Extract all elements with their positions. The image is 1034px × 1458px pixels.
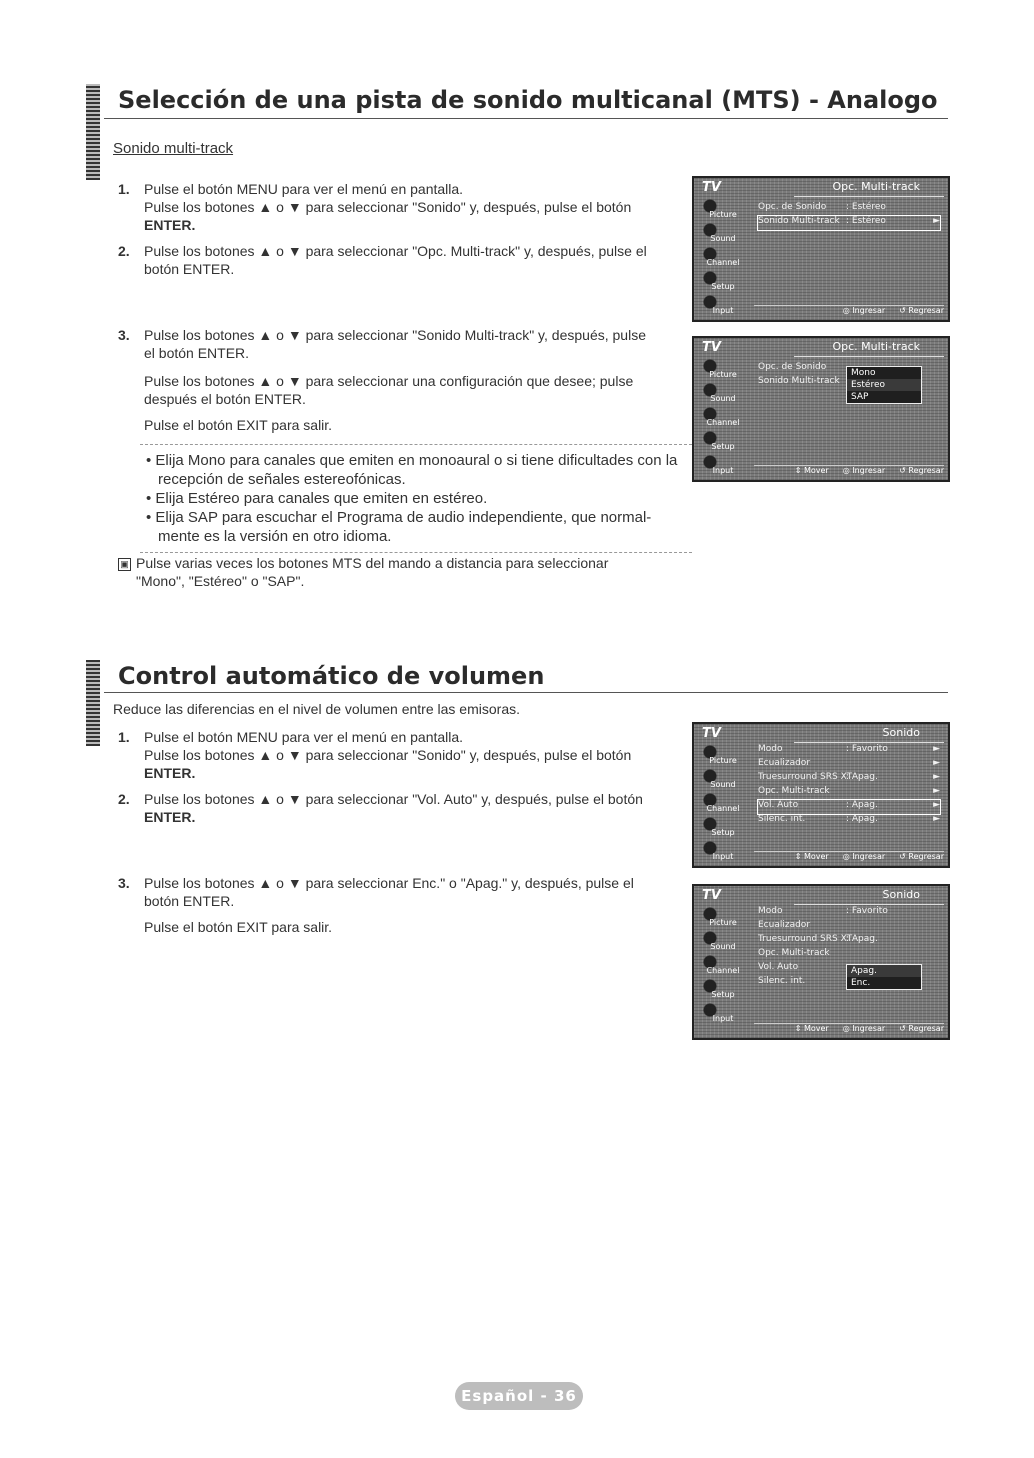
menu-sidebar	[696, 744, 750, 861]
menu-title: Sonido	[794, 726, 944, 743]
paragraph-line: Pulse el botón EXIT para salir.	[144, 417, 333, 433]
row-label: Opc. de Sonido	[758, 202, 827, 212]
row-label: Silenc. int.	[758, 976, 806, 986]
intro-text	[113, 700, 653, 718]
footer-hint: ↺ Regresar	[899, 306, 944, 315]
option-item[interactable]: Enc.	[851, 978, 871, 988]
note-line: mente es la versión en otro idioma.	[158, 528, 392, 545]
menu-row	[758, 814, 940, 828]
note-line: • Elija SAP para escuchar el Programa de audio independiente, que normal-	[146, 509, 652, 526]
step-2	[118, 790, 684, 826]
footer-hint: ◎ Ingresar	[842, 306, 886, 315]
picture-icon: Picture	[696, 744, 750, 768]
footer-hint: ⇕ Mover	[794, 852, 829, 861]
channel-icon: Channel	[696, 246, 750, 270]
paragraph-line: Reduce las diferencias en el nivel de volumen entre las emisoras.	[113, 701, 520, 717]
menu-row	[758, 800, 940, 814]
menu-row	[758, 934, 940, 948]
menu-row	[758, 772, 940, 786]
option-item[interactable]: SAP	[851, 392, 869, 402]
row-label: Modo	[758, 906, 783, 916]
arrow-icon: ►	[933, 758, 940, 768]
arrow-icon: ►	[933, 772, 940, 782]
tv-menu-screenshot	[692, 176, 950, 322]
sound-icon: Sound	[696, 768, 750, 792]
menu-title: Sonido	[794, 888, 944, 905]
menu-rows	[758, 202, 940, 230]
row-label: Truesurround SRS XT	[758, 934, 853, 944]
arrow-icon: ►	[933, 800, 940, 810]
paragraph-line: después el botón ENTER.	[144, 391, 306, 407]
row-value: : Estéreo	[846, 202, 886, 212]
option-item[interactable]: Apag.	[847, 965, 921, 977]
menu-row	[758, 948, 940, 962]
row-label: Opc. Multi-track	[758, 948, 830, 958]
step-text: Pulse el botón MENU para ver el menú en pantalla.	[144, 181, 464, 197]
tv-label: TV	[702, 180, 721, 195]
note-line: • Elija Mono para canales que emiten en monoaural o si tiene dificultades con la	[146, 452, 678, 469]
tv-label: TV	[702, 888, 721, 903]
step-text: Pulse los botones ▲ o ▼ para seleccionar "Sonido" y, después, pulse el botón	[144, 747, 632, 763]
row-label: Truesurround SRS XT	[758, 772, 853, 782]
row-label: Vol. Auto	[758, 962, 799, 972]
menu-rows	[758, 744, 940, 828]
row-label: Vol. Auto	[758, 800, 799, 810]
step-number: 1.	[118, 729, 130, 745]
page-number-badge: Español - 36	[455, 1382, 583, 1410]
row-label: Ecualizador	[758, 920, 811, 930]
row-value: : Apag.	[846, 934, 878, 944]
step-text: Pulse los botones ▲ o ▼ para seleccionar "Sonido Multi-track" y, después, pulse	[144, 327, 646, 343]
footer-hint: ↺ Regresar	[899, 852, 944, 861]
row-label: Opc. Multi-track	[758, 786, 830, 796]
row-label: Sonido Multi-track	[758, 376, 840, 386]
option-popup	[846, 964, 922, 990]
menu-row	[758, 216, 940, 230]
step-text: Pulse los botones ▲ o ▼ para seleccionar "Opc. Multi-track" y, después, pulse el	[144, 243, 647, 259]
step-number: 3.	[118, 875, 130, 891]
row-value: : Favorito	[846, 906, 888, 916]
picture-icon: Picture	[696, 198, 750, 222]
row-value: : Apag.	[846, 772, 878, 782]
step-number: 2.	[118, 791, 130, 807]
tv-menu-screenshot	[692, 884, 950, 1040]
tv-menu-screenshot	[692, 722, 950, 868]
step-1	[118, 180, 684, 234]
section-marker	[86, 84, 100, 180]
footer-hint: ⇕ Mover	[794, 1024, 829, 1033]
arrow-icon: ►	[933, 216, 940, 226]
menu-sidebar	[696, 358, 750, 475]
input-icon: Input	[696, 1002, 750, 1026]
footer-hint: ⇕ Mover	[794, 466, 829, 475]
picture-icon: Picture	[696, 358, 750, 382]
section-title: Control automático de volumen	[118, 662, 545, 690]
step-text: ENTER.	[144, 217, 196, 233]
channel-icon: Channel	[696, 954, 750, 978]
row-label: Opc. de Sonido	[758, 362, 827, 372]
row-value	[846, 786, 928, 800]
row-label: Silenc. int.	[758, 814, 806, 824]
step-1	[118, 728, 684, 782]
step-2	[118, 242, 684, 278]
step-text: ENTER.	[144, 809, 196, 825]
menu-title: Opc. Multi-track	[794, 180, 944, 197]
footer-hint: ◎ Ingresar	[842, 466, 886, 475]
option-item[interactable]: Estéreo	[847, 379, 921, 391]
input-icon: Input	[696, 294, 750, 318]
row-label: Modo	[758, 744, 783, 754]
option-popup	[846, 366, 922, 404]
menu-footer	[754, 465, 944, 478]
setup-icon: Setup	[696, 270, 750, 294]
step-number: 2.	[118, 243, 130, 259]
section-marker	[86, 660, 100, 746]
remote-icon: ▣	[118, 558, 131, 571]
tv-menu-screenshot	[692, 336, 950, 482]
step-text: botón ENTER.	[144, 893, 235, 909]
setup-icon: Setup	[696, 978, 750, 1002]
paragraph	[144, 416, 684, 434]
tv-label: TV	[702, 726, 721, 741]
option-item[interactable]: Mono	[851, 368, 876, 378]
arrow-icon: ►	[933, 814, 940, 824]
step-text: ENTER.	[144, 765, 196, 781]
menu-row	[758, 906, 940, 920]
footer-hint: ◎ Ingresar	[842, 1024, 886, 1033]
row-value	[846, 948, 940, 962]
setup-icon: Setup	[696, 816, 750, 840]
menu-footer	[754, 305, 944, 318]
footer-hint: ↺ Regresar	[899, 1024, 944, 1033]
channel-icon: Channel	[696, 792, 750, 816]
tip-text: "Mono", "Estéreo" o "SAP".	[136, 573, 305, 589]
divider	[104, 692, 948, 693]
paragraph	[144, 918, 684, 936]
arrow-icon	[928, 202, 940, 216]
paragraph-line: Pulse el botón EXIT para salir.	[144, 919, 333, 935]
menu-footer	[754, 1023, 944, 1036]
menu-row	[758, 744, 940, 758]
row-label: Sonido Multi-track	[758, 216, 840, 226]
picture-icon: Picture	[696, 906, 750, 930]
step-text: el botón ENTER.	[144, 345, 250, 361]
footer-hint: ◎ Ingresar	[842, 852, 886, 861]
sound-icon: Sound	[696, 382, 750, 406]
row-label: Ecualizador	[758, 758, 811, 768]
row-value: : Estéreo	[846, 216, 886, 226]
menu-sidebar	[696, 906, 750, 1022]
menu-row	[758, 920, 940, 934]
setup-icon: Setup	[696, 430, 750, 454]
tip	[118, 554, 678, 590]
row-value: : Favorito	[846, 744, 888, 754]
row-value	[846, 920, 940, 934]
row-value: : Apag.	[846, 800, 878, 810]
sound-icon: Sound	[696, 222, 750, 246]
step-3	[118, 326, 684, 362]
menu-row	[758, 758, 940, 772]
input-icon: Input	[696, 454, 750, 478]
menu-title: Opc. Multi-track	[794, 340, 944, 357]
divider	[104, 118, 948, 119]
step-text: Pulse el botón MENU para ver el menú en pantalla.	[144, 729, 464, 745]
step-text: Pulse los botones ▲ o ▼ para seleccionar "Sonido" y, después, pulse el botón	[144, 199, 632, 215]
tip-text: Pulse varias veces los botones MTS del mando a distancia para seleccionar	[136, 555, 609, 571]
arrow-icon: ►	[933, 744, 940, 754]
menu-footer	[754, 851, 944, 864]
step-3	[118, 874, 684, 910]
section-title: Selección de una pista de sonido multicanal (MTS) - Analogo	[118, 86, 938, 114]
menu-row	[758, 786, 940, 800]
step-text: botón ENTER.	[144, 261, 235, 277]
subsection-title: Sonido multi-track	[113, 140, 234, 157]
arrow-icon: ►	[933, 786, 940, 796]
paragraph	[144, 372, 684, 408]
step-text: Pulse los botones ▲ o ▼ para seleccionar Enc." o "Apag." y, después, pulse el	[144, 875, 634, 891]
step-number: 1.	[118, 181, 130, 197]
sound-icon: Sound	[696, 930, 750, 954]
step-number: 3.	[118, 327, 130, 343]
menu-sidebar	[696, 198, 750, 315]
paragraph-line: Pulse los botones ▲ o ▼ para seleccionar una configuración que desee; pulse	[144, 373, 634, 389]
note-line: • Elija Estéreo para canales que emiten en estéreo.	[146, 490, 488, 507]
tv-label: TV	[702, 340, 721, 355]
note-box	[140, 444, 692, 553]
footer-hint: ↺ Regresar	[899, 466, 944, 475]
input-icon: Input	[696, 840, 750, 864]
row-value: : Apag.	[846, 814, 878, 824]
note-line: recepción de señales estereofónicas.	[158, 471, 406, 488]
channel-icon: Channel	[696, 406, 750, 430]
step-text: Pulse los botones ▲ o ▼ para seleccionar "Vol. Auto" y, después, pulse el botón	[144, 791, 643, 807]
row-value	[846, 758, 928, 772]
menu-row	[758, 202, 940, 216]
